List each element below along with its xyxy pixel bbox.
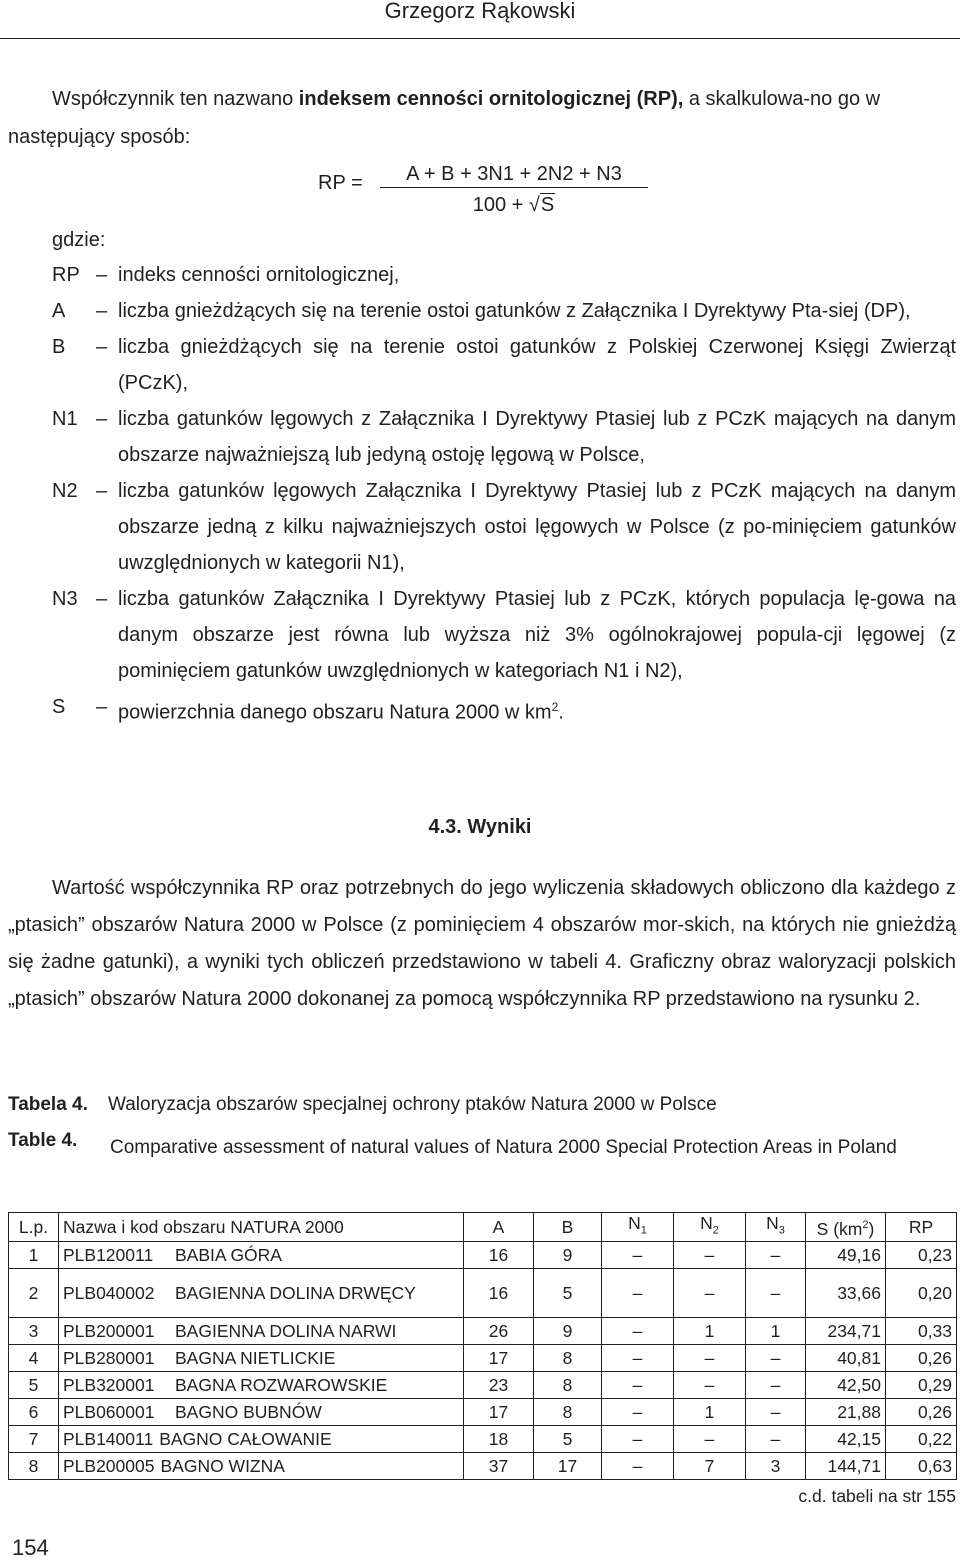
cell-s: 40,81 [806,1344,886,1371]
cell-n2: 1 [674,1398,746,1425]
cell-name [59,1344,464,1371]
cell-n3: – [746,1371,806,1398]
header-n2-base: N [700,1213,713,1233]
cell-area-name: BAGIENNA DOLINA NARWI [175,1320,397,1341]
cell-n3: – [746,1241,806,1268]
page-number: 154 [12,1535,49,1560]
cell-code: PLB060001 [63,1401,155,1422]
header-name: Nazwa i kod obszaru NATURA 2000 [59,1213,464,1242]
definition-item [52,581,956,689]
definition-item [52,401,956,473]
cell-n3: – [746,1425,806,1452]
caption-en-label: Table 4. [8,1130,78,1151]
intro-paragraph [8,80,956,156]
formula-numerator: A + B + 3N1 + 2N2 + N3 [380,161,648,188]
header-n3-base: N [766,1213,779,1233]
cell-a: 17 [464,1398,534,1425]
cell-b: 9 [534,1317,602,1344]
definition-dash: – [96,264,108,286]
cell-a: 18 [464,1425,534,1452]
running-header-author: Grzegorz Rąkowski [384,0,576,23]
cell-s: 42,50 [806,1371,886,1398]
definition-text: liczba gatunków lęgowych z Załącznika I Dyrektywy Ptasiej lub z PCzK mających na danym obszarze najważniejszą lub jedyną ostoję lęgową w Polsce, [118,408,956,466]
sqrt-symbol: √ [528,194,540,216]
definition-dash: – [96,408,108,430]
definition-dash: – [96,336,108,358]
cell-name [59,1317,464,1344]
cell-lp: 7 [9,1425,59,1452]
cell-name [59,1452,464,1479]
header-a: A [464,1213,534,1242]
cell-area-name: BAGNO BUBNÓW [175,1401,322,1422]
header-n2-sub: 2 [712,1224,719,1237]
cell-s: 33,66 [806,1268,886,1317]
cell-code: PLB200005 [63,1455,155,1476]
cell-lp: 3 [9,1317,59,1344]
header-s-sup: 2 [862,1218,869,1231]
definition-dash: – [96,480,108,502]
header-n1-sub: 1 [640,1224,647,1237]
cell-b: 9 [534,1241,602,1268]
formula-denominator-prefix: 100 + [472,194,529,216]
cell-n1: – [602,1344,674,1371]
table-row [9,1268,957,1317]
definition-dash: – [96,696,108,718]
cell-s: 42,15 [806,1425,886,1452]
table-row [9,1452,957,1479]
cell-a: 17 [464,1344,534,1371]
cell-n2: 7 [674,1452,746,1479]
header-s [806,1213,886,1242]
header-lp: L.p. [9,1213,59,1242]
cell-lp: 5 [9,1371,59,1398]
cell-n2: – [674,1425,746,1452]
cell-n1: – [602,1398,674,1425]
cell-n1: – [602,1425,674,1452]
definition-text: liczba gnieżdżących się na terenie ostoi gatunków z Polskiej Czerwonej Księgi Zwierząt (PCzK), [118,336,956,394]
cell-rp: 0,23 [886,1241,957,1268]
cell-n3: – [746,1344,806,1371]
table-row [9,1398,957,1425]
cell-s: 49,16 [806,1241,886,1268]
definition-dash: – [96,588,108,610]
cell-area-name: BAGNO CAŁOWANIE [159,1428,332,1449]
cell-n2: – [674,1344,746,1371]
formula-lhs: RP = [318,172,363,194]
cell-lp: 6 [9,1398,59,1425]
definition-symbol: S [52,696,66,718]
cell-area-name: BAGNA NIETLICKIE [175,1347,336,1368]
definition-text: indeks cenności ornitologicznej, [118,264,400,286]
cell-n2: – [674,1268,746,1317]
sqrt-argument: S [540,194,555,216]
table-row [9,1241,957,1268]
definition-symbol: B [52,336,66,358]
intro-text-pre: Współczynnik ten nazwano [52,88,299,110]
header-b: B [534,1213,602,1242]
cell-code: PLB320001 [63,1374,155,1395]
header-rp: RP [886,1213,957,1242]
cell-b: 8 [534,1344,602,1371]
cell-n3: 1 [746,1317,806,1344]
cell-n3: 3 [746,1452,806,1479]
definition-item [52,473,956,581]
section-title: 4.3. Wyniki [428,816,532,838]
definition-symbol: N3 [52,588,78,610]
definition-tail: . [558,701,564,724]
definition-symbol: N2 [52,480,78,502]
cell-code: PLB280001 [63,1347,155,1368]
definition-text: liczba gatunków lęgowych Załącznika I Dyrektywy Ptasiej lub z PCzK mających na danym obszarze jedną z kilku najważniejszych ostoi lęgowych w Polsce (z po-minięciem gatunków uwzględnionych w kategorii N1), [118,480,956,574]
cell-code: PLB140011 [63,1428,154,1449]
definition-dash: – [96,300,108,322]
cell-name [59,1398,464,1425]
cell-rp: 0,20 [886,1268,957,1317]
cell-n3: – [746,1398,806,1425]
cell-area-name: BABIA GÓRA [175,1244,282,1265]
cell-n1: – [602,1268,674,1317]
table-continuation-note: c.d. tabeli na str 155 [798,1486,956,1506]
definition-text-wrapper [52,689,956,731]
cell-n2: – [674,1371,746,1398]
cell-n2: – [674,1241,746,1268]
cell-b: 17 [534,1452,602,1479]
definitions-intro: gdzie: [52,229,106,251]
cell-n1: – [602,1317,674,1344]
definitions-list [52,257,956,731]
definition-symbol: N1 [52,408,78,430]
cell-lp: 8 [9,1452,59,1479]
header-s-pre: S (km [816,1218,863,1239]
cell-n1: – [602,1371,674,1398]
cell-lp: 2 [9,1268,59,1317]
cell-a: 16 [464,1268,534,1317]
cell-lp: 1 [9,1241,59,1268]
cell-b: 8 [534,1398,602,1425]
cell-name [59,1425,464,1452]
caption-en-text: Comparative assessment of natural values of Natura 2000 Special Protection Areas in Poland [110,1137,897,1158]
caption-pl-label: Tabela 4. [8,1094,88,1115]
header-n1-base: N [628,1213,641,1233]
formula-denominator [380,192,648,218]
cell-b: 5 [534,1425,602,1452]
results-table [8,1212,957,1480]
definition-item [52,257,956,293]
header-divider [0,38,960,39]
cell-s: 144,71 [806,1452,886,1479]
cell-a: 23 [464,1371,534,1398]
cell-rp: 0,33 [886,1317,957,1344]
cell-name [59,1268,464,1317]
header-n3 [746,1213,806,1242]
table-row [9,1425,957,1452]
cell-a: 16 [464,1241,534,1268]
cell-n3: – [746,1268,806,1317]
cell-lp: 4 [9,1344,59,1371]
definition-text: liczba gatunków Załącznika I Dyrektywy Ptasiej lub z PCzK, których populacja lę-gowa na danym obszarze jest równa lub wyższa niż 3% ogólnokrajowej popula-cji lęgowej (z pominięciem gatunków uwzględnionych w kategoriach N1 i N2), [118,588,956,682]
intro-text-post: a skalkulowa-no go w następujący sposób: [8,88,881,148]
definition-text: powierzchnia danego obszaru Natura 2000 w km [118,701,552,724]
cell-code: PLB040002 [63,1282,155,1303]
cell-b: 5 [534,1268,602,1317]
cell-a: 26 [464,1317,534,1344]
definition-symbol: RP [52,264,80,286]
cell-name [59,1241,464,1268]
header-n1 [602,1213,674,1242]
header-n2 [674,1213,746,1242]
definition-text: liczba gnieżdżących się na terenie ostoi gatunków z Załącznika I Dyrektywy Pta-siej (DP), [118,300,911,322]
definition-item [52,329,956,401]
cell-s: 21,88 [806,1398,886,1425]
cell-code: PLB120011 [63,1244,154,1265]
cell-area-name: BAGNO WIZNA [160,1455,285,1476]
definition-symbol: A [52,300,66,322]
cell-rp: 0,26 [886,1344,957,1371]
cell-rp: 0,22 [886,1425,957,1452]
cell-s: 234,71 [806,1317,886,1344]
cell-n1: – [602,1241,674,1268]
cell-name [59,1371,464,1398]
cell-code: PLB200001 [63,1320,155,1341]
cell-rp: 0,26 [886,1398,957,1425]
table-row [9,1317,957,1344]
table-header-row [9,1213,957,1242]
cell-rp: 0,29 [886,1371,957,1398]
cell-b: 8 [534,1371,602,1398]
definition-item [52,689,956,731]
cell-a: 37 [464,1452,534,1479]
cell-n1: – [602,1452,674,1479]
caption-pl-text: Waloryzacja obszarów specjalnej ochrony ptaków Natura 2000 w Polsce [108,1094,717,1115]
intro-text-bold: indeksem cenności ornitologicznej (RP), [298,88,684,110]
header-n3-sub: 3 [778,1224,785,1237]
table-row [9,1371,957,1398]
results-paragraph: Wartość współczynnika RP oraz potrzebnych do jego wyliczenia składowych obliczono dla każdego z „ptasich” obszarów Natura 2000 w Polsce (z pominięciem 4 obszarów mor-skich, na których nie gnieżdżą się żadne gatunki), a wyniki tych obliczeń przedstawiono w tabeli 4. Graficzny obraz waloryzacji polskich „ptasich” obszarów Natura 2000 dokonanej za pomocą współczynnika RP przedstawiono na rysunku 2. [8,877,956,1010]
cell-area-name: BAGIENNA DOLINA DRWĘCY [175,1282,416,1303]
definition-item [52,293,956,329]
cell-area-name: BAGNA ROZWAROWSKIE [175,1374,388,1395]
table-row [9,1344,957,1371]
cell-n2: 1 [674,1317,746,1344]
definition-superscript: 2 [551,700,559,714]
cell-rp: 0,63 [886,1452,957,1479]
header-s-post: ) [868,1218,875,1239]
